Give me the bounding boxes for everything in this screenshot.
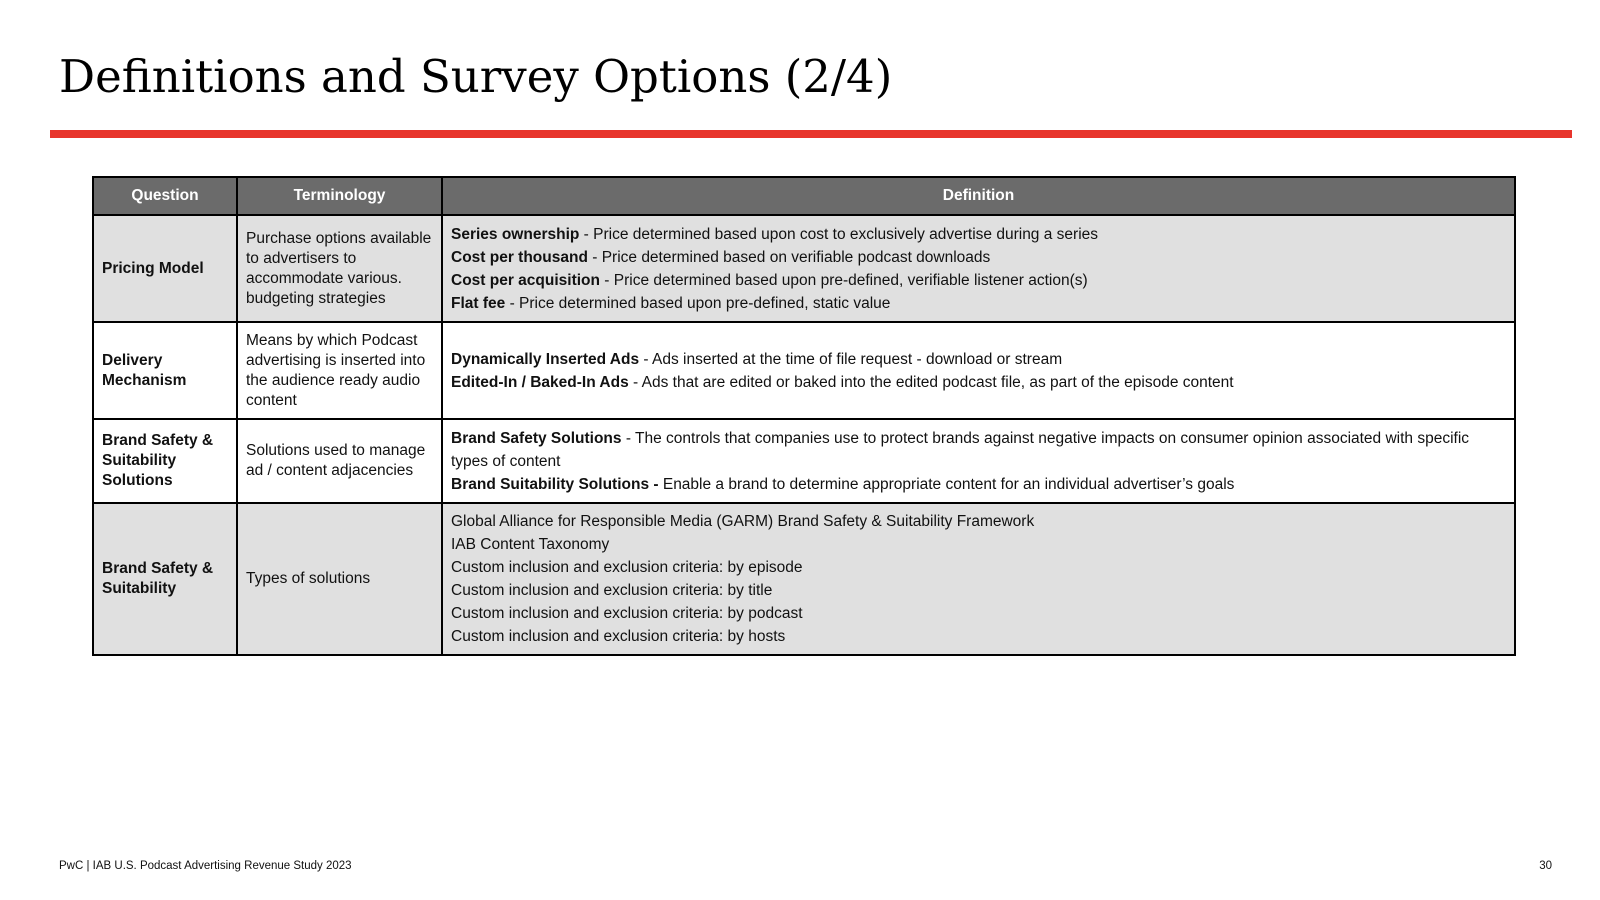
definition-item <box>451 427 1506 473</box>
definition-text: - Price determined based upon pre-defined, verifiable listener action(s) <box>600 271 1088 289</box>
header-terminology: Terminology <box>237 177 442 215</box>
table-row <box>93 503 1515 655</box>
question-cell: Brand Safety & Suitability Solutions <box>93 419 237 503</box>
table-row <box>93 322 1515 419</box>
definition-term: Flat fee <box>451 294 506 312</box>
definition-item: Custom inclusion and exclusion criteria: by episode <box>451 559 803 576</box>
definition-text: - Price determined based on verifiable podcast downloads <box>587 248 991 266</box>
definition-cell <box>442 215 1515 322</box>
definition-term: Edited-In / Baked-In Ads <box>451 373 629 391</box>
definition-term: Cost per thousand <box>451 248 588 266</box>
accent-rule <box>50 130 1572 138</box>
page-title: Definitions and Survey Options (2/4) <box>59 50 893 103</box>
question-cell: Delivery Mechanism <box>93 322 237 419</box>
definitions-table <box>92 176 1516 656</box>
footer-text: PwC | IAB U.S. Podcast Advertising Revenue Study 2023 <box>59 860 352 872</box>
definition-cell <box>442 503 1515 655</box>
definition-item: Custom inclusion and exclusion criteria: by title <box>451 582 773 599</box>
definition-term: Cost per acquisition <box>451 271 600 289</box>
definition-term: Brand Safety Solutions <box>451 429 622 447</box>
definition-item <box>451 473 1506 496</box>
terminology-cell: Means by which Podcast advertising is inserted into the audience ready audio content <box>237 322 442 419</box>
table-header-row <box>93 177 1515 215</box>
definition-item: IAB Content Taxonomy <box>451 536 610 553</box>
definition-term: Dynamically Inserted Ads <box>451 350 640 368</box>
table-row <box>93 215 1515 322</box>
definition-item <box>451 292 1506 315</box>
definition-item: Custom inclusion and exclusion criteria: by hosts <box>451 628 786 645</box>
definition-cell <box>442 322 1515 419</box>
question-cell: Brand Safety & Suitability <box>93 503 237 655</box>
terminology-cell: Solutions used to manage ad / content adjacencies <box>237 419 442 503</box>
definition-term: Brand Suitability Solutions - <box>451 475 659 493</box>
definition-item <box>451 348 1506 371</box>
definition-text: Enable a brand to determine appropriate content for an individual advertiser’s goals <box>658 475 1235 493</box>
definition-text: - Ads inserted at the time of file request - download or stream <box>639 350 1063 368</box>
definition-term: Series ownership <box>451 225 580 243</box>
terminology-cell: Types of solutions <box>237 503 442 655</box>
definition-item <box>451 269 1506 292</box>
definition-text: - Price determined based upon cost to exclusively advertise during a series <box>579 225 1099 243</box>
header-question: Question <box>93 177 237 215</box>
question-cell: Pricing Model <box>93 215 237 322</box>
definition-text: - Ads that are edited or baked into the edited podcast file, as part of the episode content <box>628 373 1234 391</box>
terminology-cell: Purchase options available to advertisers to accommodate various. budgeting strategies <box>237 215 442 322</box>
definition-cell <box>442 419 1515 503</box>
definition-item <box>451 246 1506 269</box>
definition-text: - Price determined based upon pre-defined, static value <box>505 294 891 312</box>
definition-item: Global Alliance for Responsible Media (GARM) Brand Safety & Suitability Framework <box>451 513 1035 530</box>
table-row <box>93 419 1515 503</box>
definition-item: Custom inclusion and exclusion criteria: by podcast <box>451 605 803 622</box>
definition-item <box>451 371 1506 394</box>
definition-text: - The controls that companies use to protect brands against negative impacts on consumer opinion associated with specific types of content <box>451 429 1470 470</box>
header-definition: Definition <box>442 177 1515 215</box>
page-number: 30 <box>1539 860 1552 872</box>
definition-item <box>451 223 1506 246</box>
